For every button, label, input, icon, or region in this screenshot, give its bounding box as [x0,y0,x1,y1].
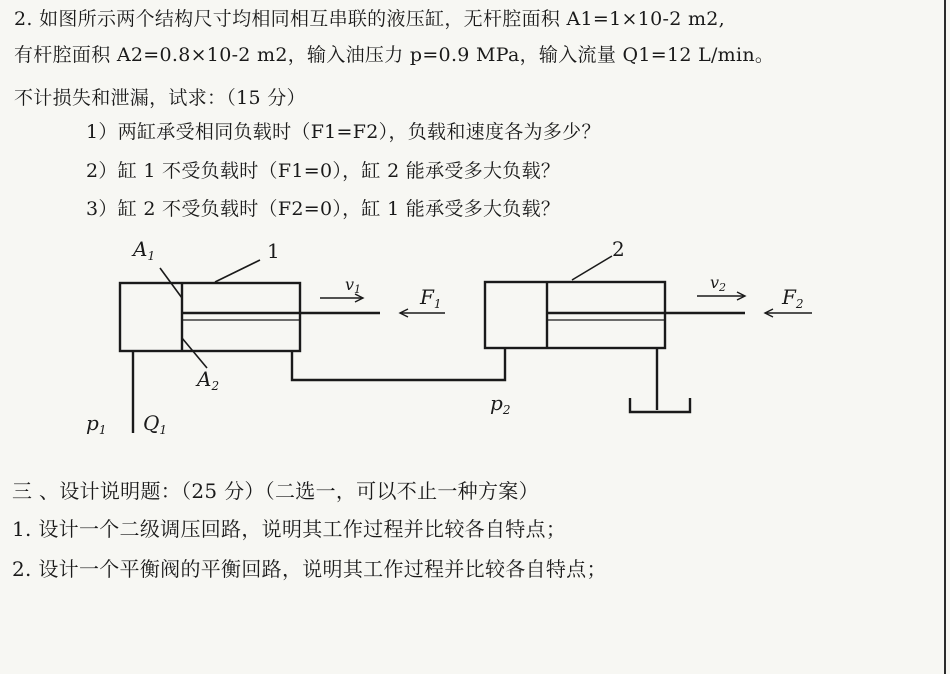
label-p2: $p_2$ [490,391,511,417]
connecting-pipe [292,348,505,380]
hydraulic-cylinders-diagram [0,228,950,448]
label-cylinder-2: 2 [612,237,625,261]
page-edge-shadow [944,0,946,674]
label-v1: v1 [345,275,362,296]
design-item-2: 2. 设计一个平衡阀的平衡回路，说明其工作过程并比较各自特点； [12,557,607,581]
question-3: 3）缸 2 不受负载时（F2=0），缸 1 能承受多大负载？ [86,198,561,220]
cylinder-1-body [120,283,300,351]
design-item-1: 1. 设计一个二级调压回路，说明其工作过程并比较各自特点； [12,517,567,541]
label-f2: $F_2$ [782,285,804,311]
label-a2: $A_2$ [197,367,220,393]
label-a1: $A_1$ [133,237,156,263]
label-p1: $p_1$ [86,411,107,437]
question-2: 2）缸 1 不受负载时（F1=0），缸 2 能承受多大负载？ [86,160,561,182]
problem-2-statement-line1: 2. 如图所示两个结构尺寸均相同相互串联的液压缸，无杆腔面积 A1=1×10-2 m2, [14,8,726,30]
tank-symbol [630,398,690,412]
label-f1: $F_1$ [420,285,442,311]
problem-2-statement-line3: 不计损失和泄漏，试求：（15 分） [14,87,306,109]
section-3-title: 三 、设计说明题：（25 分）（二选一，可以不止一种方案） [12,479,539,503]
problem-2-statement-line2: 有杆腔面积 A2=0.8×10-2 m2，输入油压力 p=0.9 MPa，输入流量 Q1=12 L/min。 [14,44,775,66]
label-q1: $Q_1$ [143,411,168,437]
cylinder-2-body [485,282,665,348]
label-cylinder-1: 1 [267,239,280,263]
question-1: 1）两缸承受相同负载时（F1=F2），负载和速度各为多少？ [86,121,601,143]
label-v2: v2 [710,273,727,294]
